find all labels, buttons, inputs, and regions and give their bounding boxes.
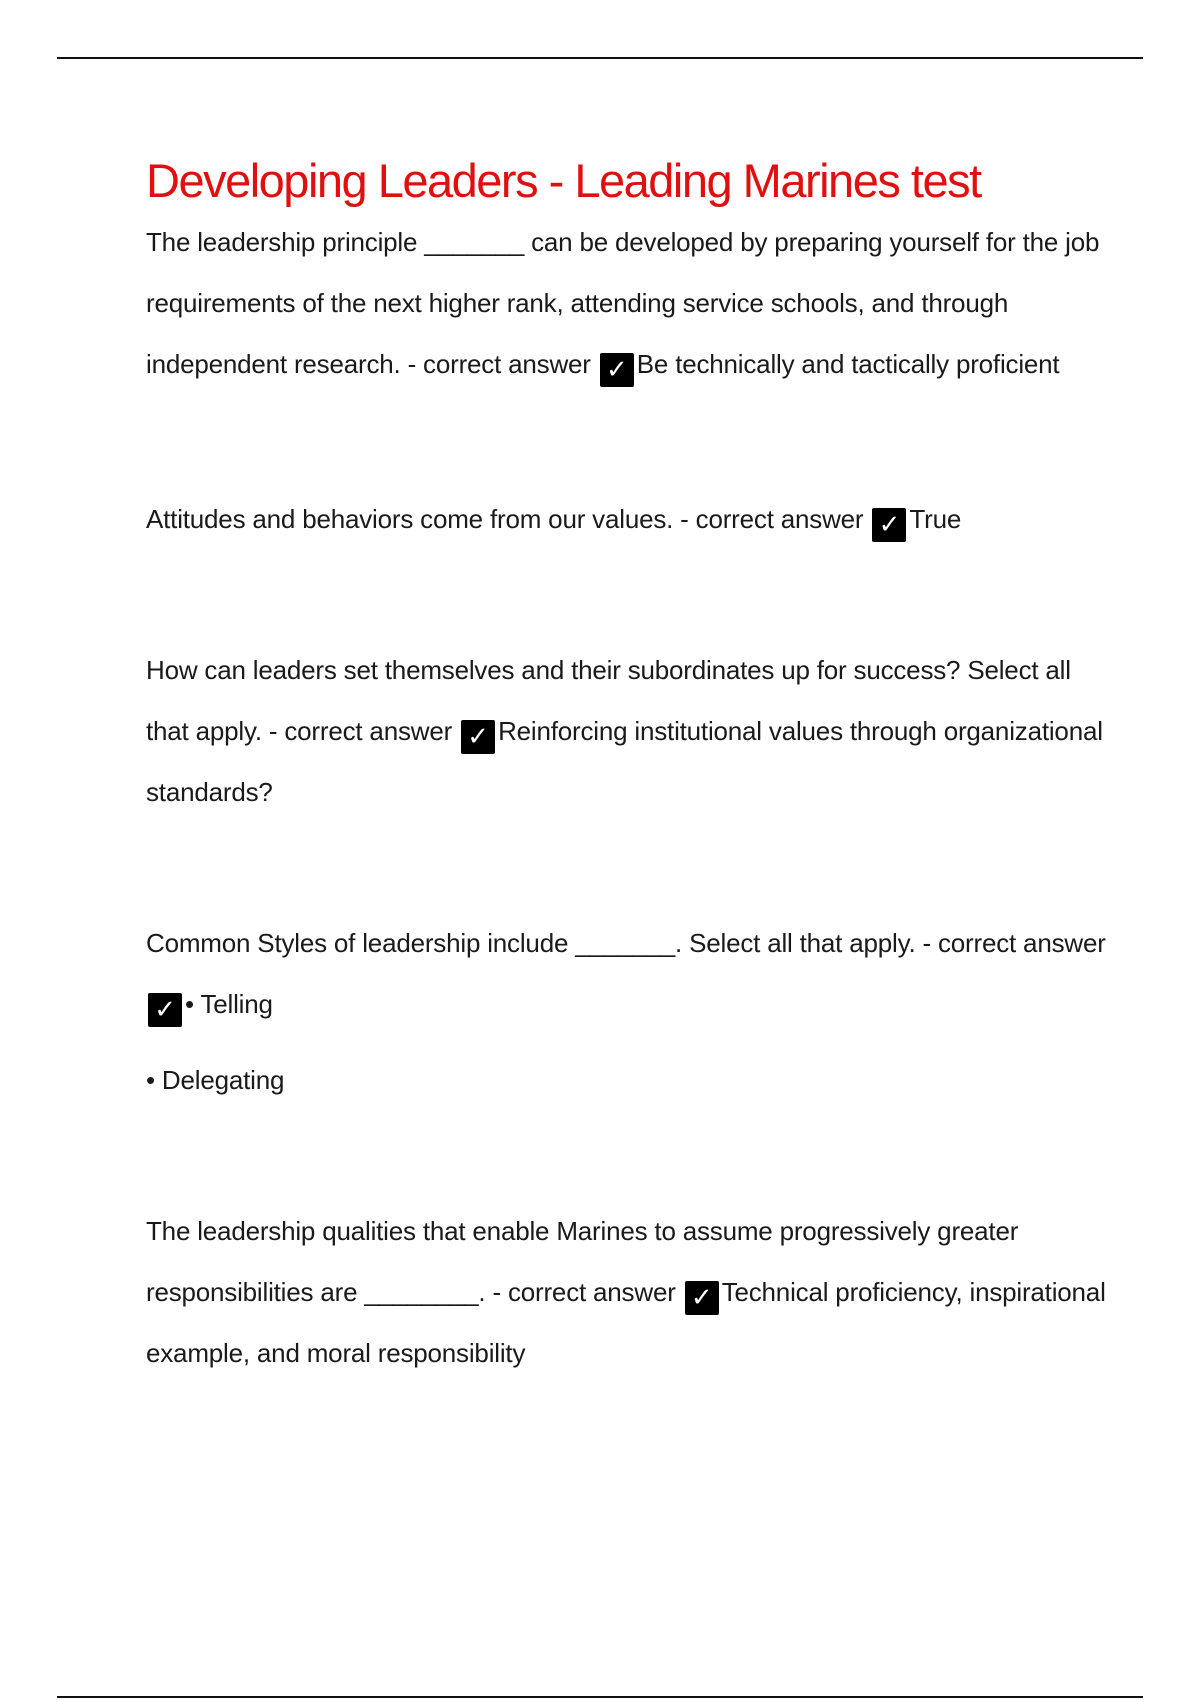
checkbox-checked-icon: ✓ <box>685 1281 719 1315</box>
top-rule <box>57 57 1143 59</box>
answer-text: Technical proficiency, inspirational example, and moral responsibility <box>146 1277 1106 1368</box>
question-text: The leadership principle _______ can be developed by preparing yourself for the job requirements of the next higher rank, attending service schools, and through independent research. - correct answer <box>146 227 1100 379</box>
qa-item-5 <box>146 1201 1106 1384</box>
qa-item-1 <box>146 212 1106 395</box>
question-text: Attitudes and behaviors come from our values. - correct answer <box>146 504 864 534</box>
answer-text: Reinforcing institutional values through organizational standards? <box>146 716 1103 807</box>
answer-text: Be technically and tactically proficient <box>636 349 1060 379</box>
checkbox-checked-icon: ✓ <box>148 993 182 1027</box>
answer-bullet-delegating: • Delegating <box>146 1065 285 1095</box>
qa-item-3 <box>146 640 1106 823</box>
question-text: Common Styles of leadership include _______. Select all that apply. - correct answer <box>146 928 1106 958</box>
question-text: The leadership qualities that enable Marines to assume progressively greater responsibilities are ________. - correct answer <box>146 1216 1019 1307</box>
checkbox-checked-icon: ✓ <box>600 353 634 387</box>
question-text: How can leaders set themselves and their subordinates up for success? Select all that apply. - correct answer <box>146 655 1071 746</box>
qa-item-2 <box>146 489 1106 550</box>
qa-item-4 <box>146 913 1106 1111</box>
bottom-rule <box>57 1696 1143 1698</box>
document-title: Developing Leaders - Leading Marines test <box>146 154 981 207</box>
answer-text: True <box>909 504 962 534</box>
answer-bullet-telling: • Telling <box>185 989 273 1019</box>
document-page <box>146 150 1106 1384</box>
checkbox-checked-icon: ✓ <box>461 720 495 754</box>
checkbox-checked-icon: ✓ <box>872 508 906 542</box>
